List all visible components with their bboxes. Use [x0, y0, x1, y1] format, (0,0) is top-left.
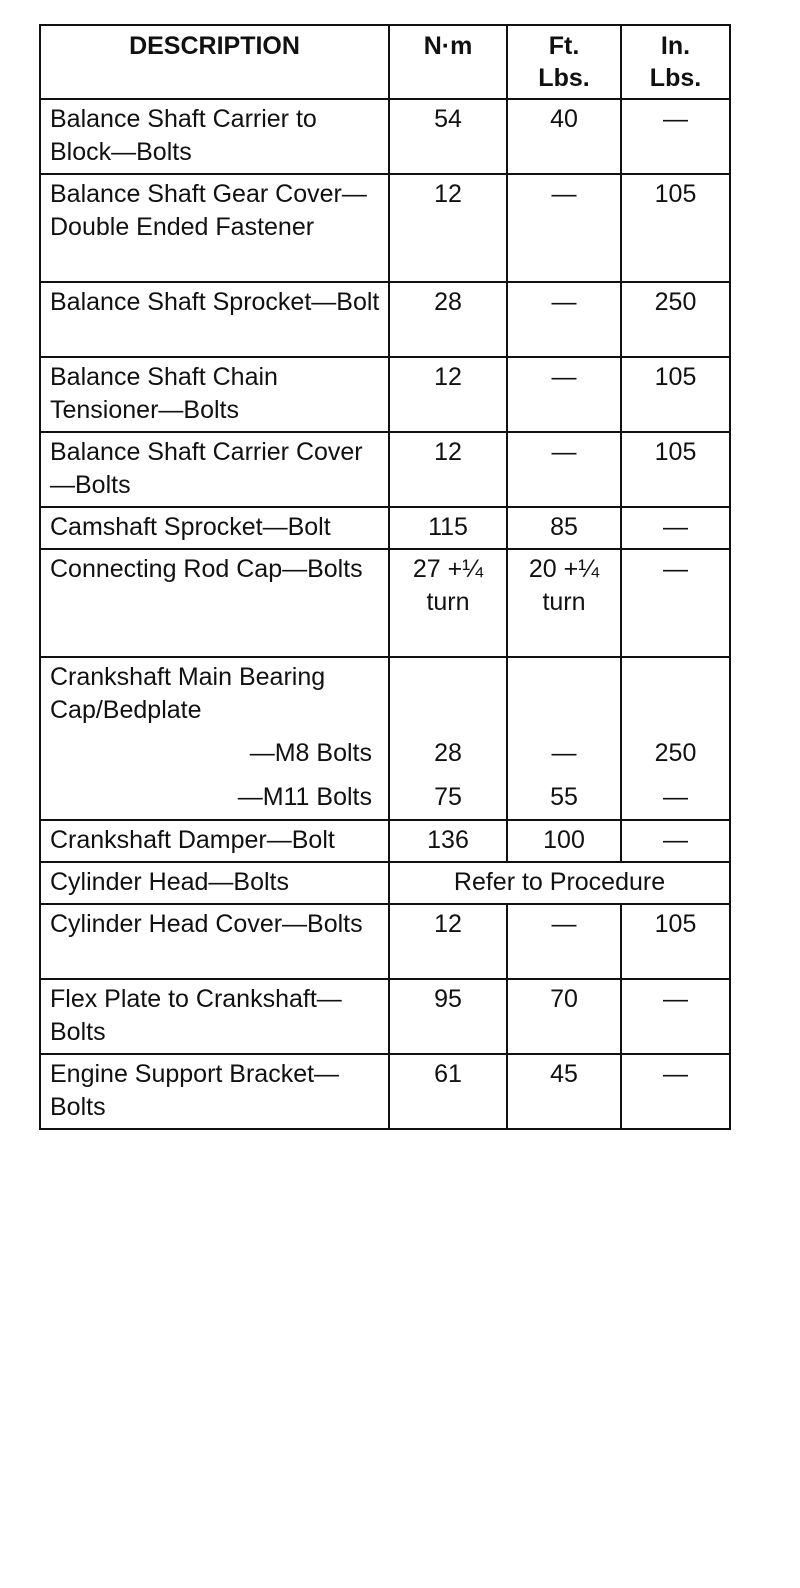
row-in-lbs	[621, 657, 730, 731]
row-description: Balance Shaft Gear Cover—Double Ended Fastener	[40, 174, 389, 282]
row-in-lbs: —	[621, 507, 730, 549]
table-row	[40, 99, 730, 174]
row-ft-lbs: 85	[507, 507, 621, 549]
row-in-lbs: 105	[621, 174, 730, 282]
header-ft-line1: Ft.	[548, 32, 580, 60]
row-ft-lbs: 70	[507, 979, 621, 1054]
row-in-lbs: 105	[621, 357, 730, 432]
row-ft-lbs: —	[507, 904, 621, 979]
header-in-line1: In.	[660, 32, 691, 60]
row-in-lbs: 105	[621, 432, 730, 507]
header-in-line2: Lbs.	[649, 64, 702, 92]
row-ft-lbs: 100	[507, 820, 621, 862]
row-nm: 28	[389, 282, 507, 357]
header-ft-lbs	[507, 25, 621, 99]
row-nm: 54	[389, 99, 507, 174]
header-ft-line2: Lbs.	[538, 64, 590, 92]
table-row	[40, 357, 730, 432]
row-description: Flex Plate to Crankshaft—Bolts	[40, 979, 389, 1054]
row-description: —M8 Bolts	[40, 731, 389, 775]
row-nm: 27 +¼ turn	[389, 549, 507, 657]
row-nm: 95	[389, 979, 507, 1054]
row-in-lbs: 250	[621, 731, 730, 775]
row-description: —M11 Bolts	[40, 775, 389, 820]
row-description: Cylinder Head—Bolts	[40, 862, 389, 904]
row-in-lbs: —	[621, 99, 730, 174]
table-row	[40, 174, 730, 282]
header-description: DESCRIPTION	[40, 25, 389, 99]
table-row	[40, 507, 730, 549]
row-ft-lbs: —	[507, 432, 621, 507]
row-ft-lbs: —	[507, 174, 621, 282]
row-in-lbs: —	[621, 775, 730, 820]
row-ft-lbs: 40	[507, 99, 621, 174]
row-nm: 61	[389, 1054, 507, 1129]
row-description: Balance Shaft Sprocket—Bolt	[40, 282, 389, 357]
header-nm: N·m	[389, 25, 507, 99]
row-ft-lbs	[507, 657, 621, 731]
table-row	[40, 657, 730, 731]
table-row	[40, 731, 730, 775]
row-nm: 136	[389, 820, 507, 862]
table-row	[40, 549, 730, 657]
table-row	[40, 820, 730, 862]
row-ft-lbs: —	[507, 731, 621, 775]
row-nm: 12	[389, 357, 507, 432]
row-description: Balance Shaft Chain Tensioner—Bolts	[40, 357, 389, 432]
row-refer-to-procedure: Refer to Procedure	[389, 862, 730, 904]
table-row	[40, 904, 730, 979]
table-row	[40, 432, 730, 507]
row-ft-lbs: —	[507, 357, 621, 432]
row-ft-lbs: 20 +¼ turn	[507, 549, 621, 657]
row-in-lbs: —	[621, 979, 730, 1054]
row-description: Crankshaft Main Bearing Cap/Bedplate	[40, 657, 389, 731]
row-description: Camshaft Sprocket—Bolt	[40, 507, 389, 549]
row-nm: 12	[389, 432, 507, 507]
row-nm: 12	[389, 904, 507, 979]
row-description: Cylinder Head Cover—Bolts	[40, 904, 389, 979]
row-nm: 115	[389, 507, 507, 549]
row-description: Connecting Rod Cap—Bolts	[40, 549, 389, 657]
row-in-lbs: —	[621, 820, 730, 862]
row-description: Engine Support Bracket—Bolts	[40, 1054, 389, 1129]
row-ft-lbs: —	[507, 282, 621, 357]
row-nm: 75	[389, 775, 507, 820]
table-row	[40, 282, 730, 357]
row-description: Balance Shaft Carrier Cover—Bolts	[40, 432, 389, 507]
row-ft-lbs: 55	[507, 775, 621, 820]
table-row	[40, 775, 730, 820]
table-row	[40, 979, 730, 1054]
row-in-lbs: —	[621, 549, 730, 657]
header-in-lbs	[621, 25, 730, 99]
row-ft-lbs: 45	[507, 1054, 621, 1129]
row-description: Crankshaft Damper—Bolt	[40, 820, 389, 862]
row-in-lbs: 105	[621, 904, 730, 979]
table-row	[40, 862, 730, 904]
torque-spec-table	[39, 24, 731, 1130]
row-nm: 28	[389, 731, 507, 775]
table-row	[40, 1054, 730, 1129]
row-nm: 12	[389, 174, 507, 282]
row-nm	[389, 657, 507, 731]
header-row	[40, 25, 730, 99]
row-description: Balance Shaft Carrier to Block—Bolts	[40, 99, 389, 174]
row-in-lbs: —	[621, 1054, 730, 1129]
row-in-lbs: 250	[621, 282, 730, 357]
